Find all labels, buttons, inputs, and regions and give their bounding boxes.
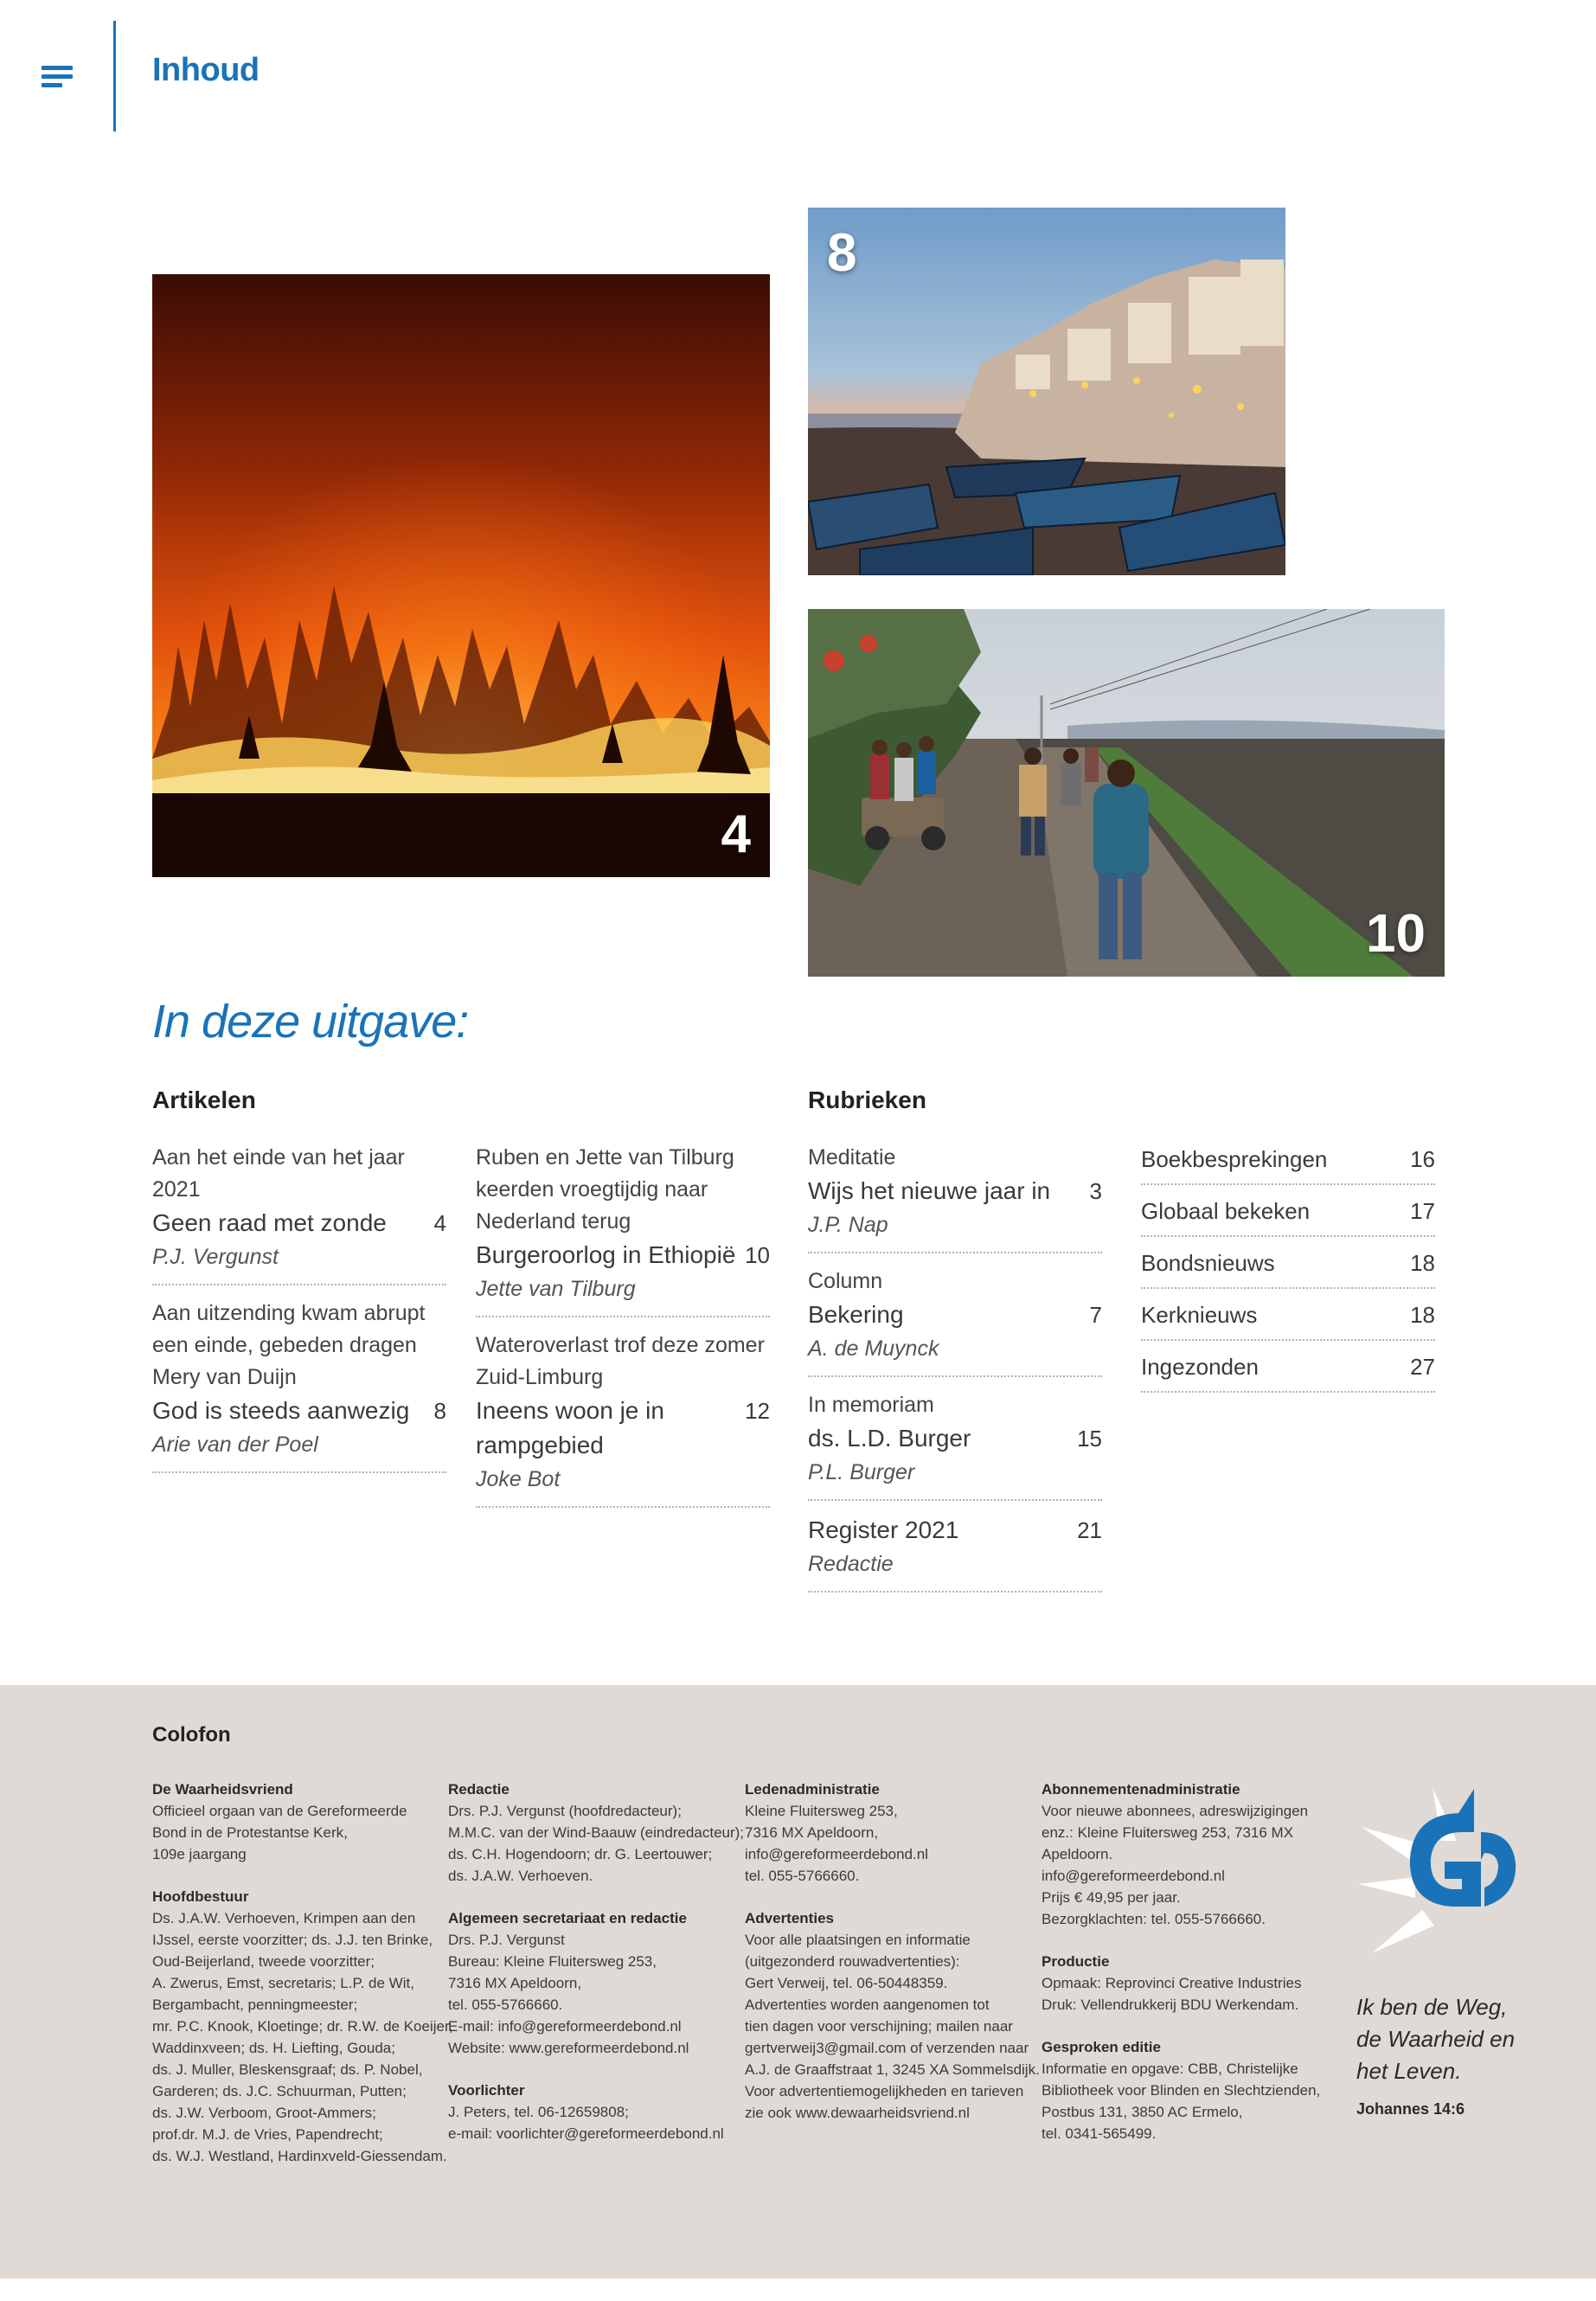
colofon-line: Drs. P.J. Vergunst	[448, 1932, 565, 1948]
colofon-block	[448, 1779, 745, 1887]
colofon-block-heading: Advertenties	[745, 1910, 834, 1926]
rubriek-list-item[interactable]	[1141, 1291, 1435, 1341]
rubriek-entry[interactable]	[808, 1513, 1102, 1593]
rubriek-title: ds. L.D. Burger	[808, 1425, 971, 1452]
colofon-line: tel. 055-5766660.	[448, 1997, 563, 2013]
rubriek-list-page: 17	[1410, 1197, 1435, 1224]
article-kicker: Wateroverlast trof deze zomer Zuid-Limburg	[476, 1333, 765, 1389]
colofon-line: Waddinxveen; ds. H. Liefting, Gouda;	[152, 2040, 395, 2056]
article-title: Ineens woon je in rampgebied	[476, 1397, 664, 1458]
colofon-block	[1042, 2036, 1321, 2144]
colofon-line: tel. 0341-565499.	[1042, 2125, 1157, 2142]
colofon-block-heading: Hoofdbestuur	[152, 1888, 249, 1905]
rubriek-list-label: Boekbesprekingen	[1141, 1145, 1328, 1172]
colofon-line: (uitgezonderd rouwadvertenties):	[745, 1953, 960, 1970]
colofon-line: Advertenties worden aangenomen tot	[745, 1997, 990, 2013]
colofon-line: J. Peters, tel. 06-12659808;	[448, 2104, 629, 2120]
colofon-block-heading: Productie	[1042, 1953, 1110, 1970]
rubrieken-list	[1141, 1135, 1435, 1394]
colofon-line[interactable]: E-mail: info@gereformeerdebond.nl	[448, 2018, 682, 2035]
colofon-line: tel. 055-5766660.	[745, 1868, 860, 1884]
colofon-block	[448, 1907, 725, 2059]
rubrieken-column-1	[808, 1142, 1102, 1605]
header-divider	[113, 21, 116, 131]
colofon-column-1	[152, 1779, 453, 2188]
colofon-line: Ds. J.A.W. Verhoeven, Krimpen aan den	[152, 1910, 416, 1926]
colofon-line[interactable]: e-mail: voorlichter@gereformeerdebond.nl	[448, 2125, 724, 2142]
colofon-line: Voor nieuwe abonnees, adreswijzigingen	[1042, 1803, 1309, 1819]
colofon-line: ds. J.A.W. Verhoeven.	[448, 1868, 593, 1884]
colofon-line: Voor alle plaatsingen en informatie	[745, 1932, 971, 1948]
section-heading-rubrieken: Rubrieken	[808, 1086, 926, 1113]
colofon-line: Garderen; ds. J.C. Schuurman, Putten;	[152, 2083, 407, 2099]
rubriek-author: J.P. Nap	[808, 1213, 888, 1237]
rubriek-list-item[interactable]	[1141, 1187, 1435, 1237]
colofon-line: Bond in de Protestantse Kerk,	[152, 1824, 348, 1841]
colofon-line: 109e jaargang	[152, 1846, 247, 1862]
rubriek-page: 7	[1089, 1302, 1102, 1328]
issue-contents-title: In deze uitgave:	[152, 996, 469, 1048]
colofon-line: Bibliotheek voor Blinden en Slechtzienden,	[1042, 2082, 1321, 2099]
colofon-line[interactable]: info@gereformeerdebond.nl	[1042, 1868, 1225, 1884]
rubriek-author: A. de Muynck	[808, 1336, 939, 1361]
colofon-line: Apeldoorn.	[1042, 1846, 1113, 1862]
rubriek-list-item[interactable]	[1141, 1343, 1435, 1393]
rubriek-list-label: Globaal bekeken	[1141, 1197, 1311, 1224]
colofon-line: Gert Verweij, tel. 06-50448359.	[745, 1975, 948, 1991]
rubriek-list-label: Kerknieuws	[1141, 1301, 1258, 1328]
colofon-line: Officieel orgaan van de Gereformeerde	[152, 1803, 407, 1819]
colofon-line: mr. P.C. Knook, Kloetinge; dr. R.W. de Koeijer,	[152, 2018, 453, 2035]
article-entry[interactable]	[476, 1330, 770, 1508]
rubriek-entry[interactable]	[808, 1142, 1102, 1253]
colofon-line: enz.: Kleine Fluitersweg 253, 7316 MX	[1042, 1824, 1294, 1841]
article-title: Geen raad met zonde	[152, 1209, 387, 1236]
colofon-line: ds. J.W. Verboom, Groot-Ammers;	[152, 2105, 376, 2121]
colofon-title: Colofon	[152, 1723, 231, 1747]
article-entry[interactable]	[476, 1142, 770, 1317]
section-heading-artikelen: Artikelen	[152, 1086, 256, 1113]
colofon-line: prof.dr. M.J. de Vries, Papendrecht;	[152, 2126, 383, 2143]
article-kicker: Ruben en Jette van Tilburg keerden vroegtijdig naar Nederland terug	[476, 1145, 734, 1234]
colofon-line: Voor advertentiemogelijkheden en tarieven	[745, 2083, 1024, 2099]
rubriek-title: Wijs het nieuwe jaar in	[808, 1177, 1051, 1204]
colofon-line: Kleine Fluitersweg 253,	[745, 1803, 898, 1819]
artikelen-column-2	[476, 1142, 770, 1520]
colofon-line: ds. J. Muller, Bleskensgraaf; ds. P. Nobel,	[152, 2061, 423, 2078]
colofon-line: M.M.C. van der Wind-Baauw (eindredacteur);	[448, 1824, 745, 1841]
artikelen-column-1	[152, 1142, 446, 1485]
colofon-line: ds. C.H. Hogendoorn; dr. G. Leertouwer;	[448, 1846, 713, 1862]
rubriek-list-page: 18	[1410, 1249, 1435, 1276]
rubriek-list-label: Ingezonden	[1141, 1353, 1259, 1380]
colofon-line: Bergambacht, penningmeester;	[152, 1997, 358, 2013]
colofon-block-heading: Gesproken editie	[1042, 2039, 1161, 2055]
rubriek-list-page: 18	[1410, 1301, 1435, 1328]
rubriek-list-item[interactable]	[1141, 1135, 1435, 1185]
rubriek-list-page: 27	[1410, 1353, 1435, 1380]
colofon-block	[1042, 1951, 1318, 2016]
colofon-line: Bezorgklachten: tel. 055-5766660.	[1042, 1911, 1266, 1927]
rubriek-title: Bekering	[808, 1301, 904, 1328]
rubriek-author: P.L. Burger	[808, 1460, 915, 1484]
rubriek-kicker: Meditatie	[808, 1145, 896, 1170]
colofon-line: IJssel, eerste voorzitter; ds. J.J. ten Brinke,	[152, 1932, 433, 1948]
article-page: 10	[745, 1242, 770, 1268]
photo-forest-fire[interactable]	[152, 274, 770, 877]
colofon-line: A. Zwerus, Emst, secretaris; L.P. de Wit,	[152, 1975, 414, 1991]
rubriek-entry[interactable]	[808, 1389, 1102, 1501]
photo-page-number: 8	[827, 223, 857, 283]
colofon-block-heading: Abonnementenadministratie	[1042, 1781, 1240, 1798]
colofon-block	[745, 1779, 1022, 1887]
rubriek-page: 3	[1089, 1178, 1102, 1204]
page-title: Inhoud	[152, 52, 260, 88]
hamburger-menu-icon[interactable]	[42, 66, 73, 88]
colofon-block	[745, 1907, 1040, 2124]
article-entry[interactable]	[152, 1142, 446, 1285]
colofon-line: Postbus 131, 3850 AC Ermelo,	[1042, 2104, 1243, 2120]
colofon-line: Bureau: Kleine Fluitersweg 253,	[448, 1953, 657, 1970]
rubriek-list-page: 16	[1410, 1145, 1435, 1172]
article-page: 8	[433, 1398, 446, 1424]
photo-rural-road[interactable]	[808, 609, 1445, 977]
colofon-column-2	[448, 1779, 745, 2165]
motto-line: het Leven.	[1356, 2058, 1462, 2084]
motto-line: de Waarheid en	[1356, 2026, 1516, 2052]
rubriek-author: Redactie	[808, 1552, 894, 1576]
colofon-line[interactable]: zie ook www.dewaarheidsvriend.nl	[745, 2105, 970, 2121]
colofon-line: Prijs € 49,95 per jaar.	[1042, 1889, 1181, 1906]
colofon-block-heading: De Waarheidsvriend	[152, 1781, 293, 1798]
motto-line: Ik ben de Weg,	[1356, 1994, 1508, 2020]
colofon-line: A.J. de Graaffstraat 1, 3245 XA Sommelsdijk.	[745, 2061, 1040, 2078]
colofon-line: ds. W.J. Westland, Hardinxveld-Giessendam.	[152, 2148, 447, 2164]
article-page: 4	[433, 1210, 446, 1236]
article-kicker: Aan uitzending kwam abrupt een einde, gebeden dragen Mery van Duijn	[152, 1301, 426, 1389]
article-title: Burgeroorlog in Ethiopië	[476, 1241, 736, 1268]
colofon-line[interactable]: Website: www.gereformeerdebond.nl	[448, 2040, 689, 2056]
rubriek-title: Register 2021	[808, 1516, 959, 1543]
colofon-line: tien dagen voor verschijning; mailen naar	[745, 2018, 1013, 2035]
colofon-block-heading: Algemeen secretariaat en redactie	[448, 1910, 687, 1926]
article-author: P.J. Vergunst	[152, 1245, 279, 1269]
motto-quote	[1356, 1991, 1515, 2087]
colofon-line[interactable]: gertverweij3@gmail.com of verzenden naar	[745, 2040, 1029, 2056]
article-author: Arie van der Poel	[152, 1433, 318, 1457]
colofon-block-heading: Ledenadministratie	[745, 1781, 880, 1798]
colofon-column-3	[745, 1779, 1040, 2144]
article-entry[interactable]	[152, 1298, 446, 1473]
rubriek-page: 21	[1077, 1517, 1102, 1543]
colofon-line: Drs. P.J. Vergunst (hoofdredacteur);	[448, 1803, 682, 1819]
colofon-block-heading: Voorlichter	[448, 2082, 525, 2099]
rubriek-page: 15	[1077, 1426, 1102, 1452]
colofon-block	[152, 1779, 429, 1865]
article-kicker: Aan het einde van het jaar 2021	[152, 1145, 405, 1202]
rubriek-list-label: Bondsnieuws	[1141, 1249, 1275, 1276]
photo-page-number: 4	[721, 804, 751, 864]
motto-reference: Johannes 14:6	[1356, 2100, 1465, 2118]
article-author: Joke Bot	[476, 1467, 561, 1491]
article-author: Jette van Tilburg	[476, 1277, 636, 1301]
colofon-line: Druk: Vellendrukkerij BDU Werkendam.	[1042, 1997, 1299, 2013]
rubriek-list-item[interactable]	[1141, 1239, 1435, 1289]
rubriek-kicker: Column	[808, 1269, 883, 1293]
colofon-column-4	[1042, 1779, 1321, 2165]
colofon-block	[1042, 1779, 1318, 1930]
colofon-line: Opmaak: Reprovinci Creative Industries	[1042, 1975, 1302, 1991]
rubriek-entry[interactable]	[808, 1266, 1102, 1377]
photo-coastal-town[interactable]	[808, 208, 1285, 575]
article-title: God is steeds aanwezig	[152, 1397, 410, 1424]
colofon-line: 7316 MX Apeldoorn,	[448, 1975, 582, 1991]
gereformeerde-bond-logo-icon	[1355, 1780, 1528, 1971]
colofon-line: Oud-Beijerland, tweede voorzitter;	[152, 1953, 375, 1970]
colofon-block-heading: Redactie	[448, 1781, 510, 1798]
rubriek-kicker: In memoriam	[808, 1393, 934, 1417]
colofon-line: Informatie en opgave: CBB, Christelijke	[1042, 2061, 1298, 2077]
colofon-block	[448, 2080, 725, 2144]
colofon-line: 7316 MX Apeldoorn,	[745, 1824, 879, 1841]
article-page: 12	[745, 1398, 770, 1424]
colofon-block	[152, 1886, 453, 2167]
photo-page-number: 10	[1366, 904, 1426, 964]
colofon-line[interactable]: info@gereformeerdebond.nl	[745, 1846, 928, 1862]
